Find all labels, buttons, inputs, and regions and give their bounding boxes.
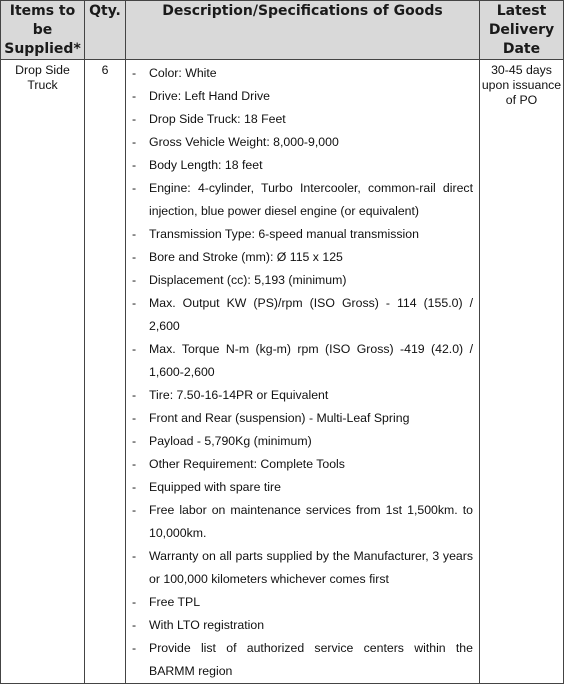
header-description: Description/Specifications of Goods — [126, 1, 480, 60]
spec-item — [130, 177, 473, 223]
bullet-dash: - — [132, 595, 137, 609]
header-row — [1, 1, 564, 60]
spec-item — [130, 85, 473, 108]
bullet-dash: - — [132, 135, 137, 149]
bullet-dash: - — [132, 388, 137, 402]
bullet-dash: - — [132, 181, 137, 195]
bullet-dash: - — [132, 480, 137, 494]
spec-text: Tire: 7.50-16-14PR or Equivalent — [149, 388, 329, 402]
bullet-dash: - — [132, 549, 137, 563]
bullet-dash: - — [132, 641, 137, 655]
spec-text: Provide list of authorized service centers within the BARMM region — [149, 641, 473, 678]
spec-text: Free TPL — [149, 595, 201, 609]
spec-text: Free labor on maintenance services from 1st 1,500km. to 10,000km. — [149, 503, 473, 540]
qty-cell: 6 — [85, 60, 126, 684]
spec-item — [130, 476, 473, 499]
spec-text: Equipped with spare tire — [149, 480, 281, 494]
bullet-dash: - — [132, 273, 137, 287]
spec-text: With LTO registration — [149, 618, 265, 632]
spec-item — [130, 591, 473, 614]
spec-item — [130, 108, 473, 131]
spec-item — [130, 338, 473, 384]
bullet-dash: - — [132, 89, 137, 103]
header-qty: Qty. — [85, 1, 126, 60]
bullet-dash: - — [132, 296, 137, 310]
spec-item — [130, 269, 473, 292]
spec-item — [130, 637, 473, 683]
spec-text: Max. Output KW (PS)/rpm (ISO Gross) - 114 (155.0) / 2,600 — [149, 296, 473, 333]
delivery-date-cell: 30-45 days upon issuance of PO — [480, 60, 564, 684]
bullet-dash: - — [132, 227, 137, 241]
bullet-dash: - — [132, 618, 137, 632]
spec-text: Front and Rear (suspension) - Multi-Leaf Spring — [149, 411, 410, 425]
spec-item — [130, 545, 473, 591]
spec-text: Warranty on all parts supplied by the Manufacturer, 3 years or 100,000 kilometers whichever comes first — [149, 549, 473, 586]
bullet-dash: - — [132, 434, 137, 448]
spec-list — [130, 62, 473, 683]
spec-text: Bore and Stroke (mm): Ø 115 x 125 — [149, 250, 343, 264]
bullet-dash: - — [132, 158, 137, 172]
spec-text: Max. Torque N-m (kg-m) rpm (ISO Gross) -419 (42.0) / 1,600-2,600 — [149, 342, 473, 379]
spec-text: Displacement (cc): 5,193 (minimum) — [149, 273, 347, 287]
spec-text: Drop Side Truck: 18 Feet — [149, 112, 286, 126]
header-items: Items to be Supplied* — [1, 1, 85, 60]
spec-item — [130, 246, 473, 269]
spec-text: Payload - 5,790Kg (minimum) — [149, 434, 312, 448]
spec-item — [130, 453, 473, 476]
header-delivery-date: Latest Delivery Date — [480, 1, 564, 60]
bullet-dash: - — [132, 457, 137, 471]
bullet-dash: - — [132, 112, 137, 126]
bullet-dash: - — [132, 250, 137, 264]
item-cell: Drop Side Truck — [1, 60, 85, 684]
spec-item — [130, 499, 473, 545]
spec-text: Color: White — [149, 66, 217, 80]
spec-item — [130, 614, 473, 637]
spec-item — [130, 407, 473, 430]
spec-text: Body Length: 18 feet — [149, 158, 263, 172]
bullet-dash: - — [132, 342, 137, 356]
spec-text: Other Requirement: Complete Tools — [149, 457, 345, 471]
spec-item — [130, 430, 473, 453]
spec-item — [130, 384, 473, 407]
spec-item — [130, 292, 473, 338]
description-cell — [126, 60, 480, 684]
spec-text: Engine: 4-cylinder, Turbo Intercooler, common-rail direct injection, blue power diesel engine (or equivalent) — [149, 181, 473, 218]
table-row — [1, 60, 564, 684]
spec-text: Transmission Type: 6-speed manual transmission — [149, 227, 419, 241]
bullet-dash: - — [132, 66, 137, 80]
spec-text: Gross Vehicle Weight: 8,000-9,000 — [149, 135, 339, 149]
bullet-dash: - — [132, 411, 137, 425]
spec-text: Drive: Left Hand Drive — [149, 89, 270, 103]
spec-item — [130, 62, 473, 85]
spec-item — [130, 223, 473, 246]
bullet-dash: - — [132, 503, 137, 517]
spec-item — [130, 154, 473, 177]
spec-item — [130, 131, 473, 154]
